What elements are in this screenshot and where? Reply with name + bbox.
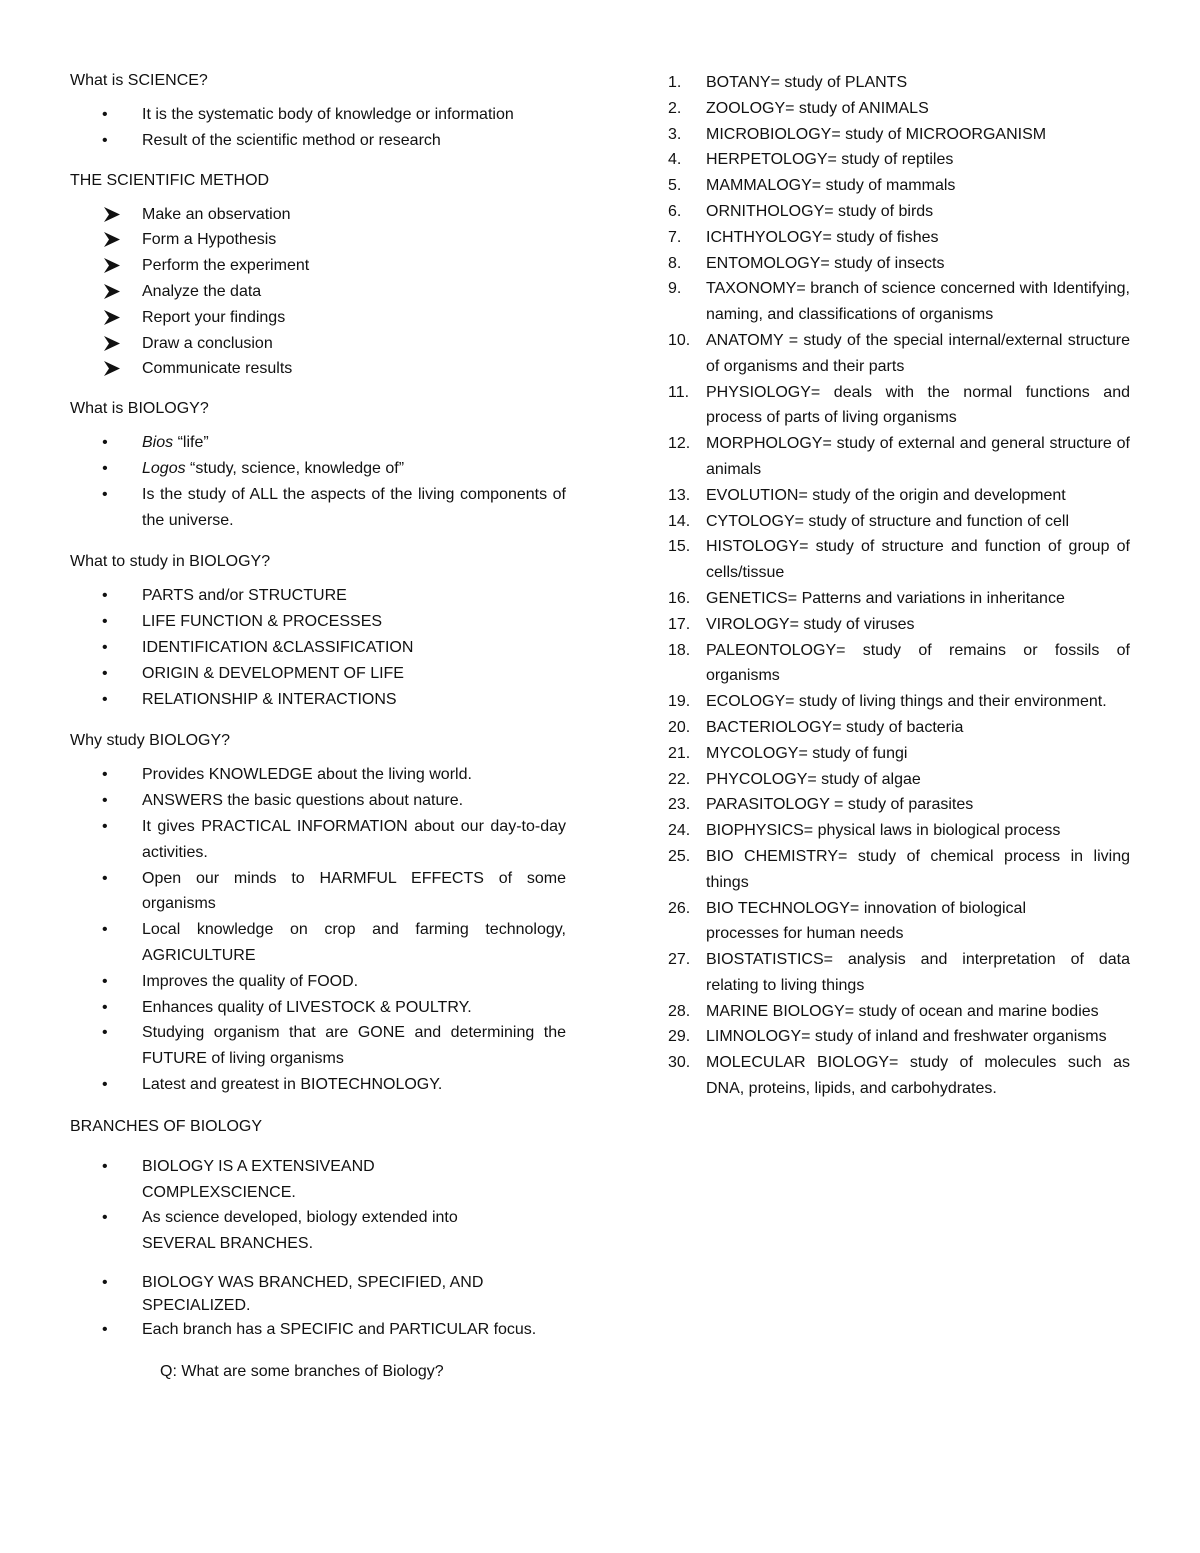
method-list bbox=[70, 202, 566, 383]
arrow-bullet-icon bbox=[104, 284, 120, 299]
list-item: 29. LIMNOLOGY= study of inland and freshwater organisms bbox=[668, 1028, 1107, 1046]
bullet-icon: • bbox=[102, 434, 108, 452]
list-item: Draw a conclusion bbox=[70, 331, 566, 357]
bullet-icon: • bbox=[102, 638, 108, 656]
list-item: 11. PHYSIOLOGY= deals with the normal functions and process of parts of living organisms bbox=[668, 383, 1130, 427]
bullet-icon: • bbox=[102, 106, 108, 123]
list-item: Report your findings bbox=[70, 305, 566, 331]
bullet-icon: • bbox=[102, 131, 108, 149]
list-item: 13. EVOLUTION= study of the origin and development bbox=[668, 486, 1066, 504]
list-item: • BIOLOGY WAS BRANCHED, SPECIFIED, AND SPECIALIZED. bbox=[70, 1271, 490, 1317]
branches-section bbox=[70, 1114, 566, 1385]
bullet-icon: • bbox=[102, 792, 108, 810]
bullet-icon: • bbox=[102, 459, 108, 477]
list-item: 27. BIOSTATISTICS= analysis and interpretation of data relating to living things bbox=[668, 951, 1130, 994]
method-heading: THE SCIENTIFIC METHOD bbox=[70, 171, 270, 189]
list-item: 6. ORNITHOLOGY= study of birds bbox=[668, 202, 934, 220]
list-item: • Open our minds to HARMFUL EFFECTS of some organisms bbox=[70, 866, 566, 918]
branches-numbered-list bbox=[668, 70, 1130, 1102]
list-item: 24. BIOPHYSICS= physical laws in biological process bbox=[668, 822, 1061, 840]
branches-list bbox=[70, 1154, 537, 1343]
list-item: • Each branch has a SPECIFIC and PARTICULAR focus. bbox=[70, 1317, 662, 1343]
biology-section bbox=[70, 396, 566, 533]
list-item: • Logos “study, science, knowledge of” bbox=[70, 456, 566, 482]
bullet-icon: • bbox=[102, 613, 108, 631]
left-column bbox=[70, 68, 566, 1401]
list-item: 7. ICHTHYOLOGY= study of fishes bbox=[668, 228, 939, 246]
list-item: • Local knowledge on crop and farming technology, AGRICULTURE bbox=[70, 917, 566, 969]
list-item: • PARTS and/or STRUCTURE bbox=[70, 583, 566, 609]
list-item: • ANSWERS the basic questions about nature. bbox=[70, 788, 566, 814]
bullet-icon: • bbox=[102, 690, 108, 708]
bullet-icon: • bbox=[102, 998, 108, 1016]
list-item: 14. CYTOLOGY= study of structure and function of cell bbox=[668, 512, 1069, 530]
bullet-icon: • bbox=[102, 1157, 108, 1175]
list-item: 4. HERPETOLOGY= study of reptiles bbox=[668, 151, 954, 169]
bullet-icon: • bbox=[102, 869, 108, 887]
science-section bbox=[70, 68, 566, 154]
arrow-bullet-icon bbox=[104, 258, 120, 273]
list-item: • BIOLOGY IS A EXTENSIVEAND COMPLEXSCIENCE. bbox=[70, 1154, 490, 1206]
why-heading: Why study BIOLOGY? bbox=[70, 732, 231, 750]
list-item: 15. HISTOLOGY= study of structure and function of group of cells/tissue bbox=[668, 538, 1130, 582]
list-item: 3. MICROBIOLOGY= study of MICROORGANISM bbox=[668, 125, 1047, 143]
list-item: 5. MAMMALOGY= study of mammals bbox=[668, 177, 956, 195]
list-item: 8. ENTOMOLOGY= study of insects bbox=[668, 254, 945, 272]
list-item: • LIFE FUNCTION & PROCESSES bbox=[70, 609, 566, 635]
arrow-bullet-icon bbox=[104, 336, 120, 351]
list-item: 16. GENETICS= Patterns and variations in inheritance bbox=[668, 589, 1065, 607]
study-section bbox=[70, 549, 566, 712]
list-item: • IDENTIFICATION &CLASSIFICATION bbox=[70, 635, 566, 661]
method-section bbox=[70, 168, 566, 383]
why-section bbox=[70, 728, 566, 1097]
list-item: • As science developed, biology extended into SEVERAL BRANCHES. bbox=[70, 1205, 490, 1257]
list-item: 28. MARINE BIOLOGY= study of ocean and marine bodies bbox=[668, 1002, 1099, 1020]
list-item: • RELATIONSHIP & INTERACTIONS bbox=[70, 687, 566, 713]
list-item: 23. PARASITOLOGY = study of parasites bbox=[668, 796, 974, 814]
list-item: • It gives PRACTICAL INFORMATION about our day-to-day activities. bbox=[70, 814, 566, 866]
branches-question: Q: What are some branches of Biology? bbox=[160, 1362, 444, 1380]
bullet-icon: • bbox=[102, 1075, 108, 1093]
list-item: • Improves the quality of FOOD. bbox=[70, 969, 566, 995]
list-item: Communicate results bbox=[70, 356, 566, 382]
list-item: • Bios “life” bbox=[70, 430, 566, 456]
list-item: 22. PHYCOLOGY= study of algae bbox=[668, 770, 921, 788]
list-item: Analyze the data bbox=[70, 279, 566, 305]
bullet-icon: • bbox=[102, 1209, 108, 1227]
right-column bbox=[668, 70, 1130, 1102]
list-item: 19. ECOLOGY= study of living things and their environment. bbox=[668, 693, 1107, 711]
bullet-icon: • bbox=[102, 1320, 108, 1338]
science-list bbox=[70, 102, 566, 154]
list-item: 25. BIO CHEMISTRY= study of chemical process in living things bbox=[668, 847, 1130, 891]
list-item: 12. MORPHOLOGY= study of external and general structure of animals bbox=[668, 435, 1130, 478]
study-list bbox=[70, 583, 566, 712]
list-item: • Is the study of ALL the aspects of the living components of the universe. bbox=[70, 482, 566, 534]
list-item: • Studying organism that are GONE and determining the FUTURE of living organisms bbox=[70, 1020, 566, 1072]
science-heading: What is SCIENCE? bbox=[70, 72, 208, 89]
list-item: 9. TAXONOMY= branch of science concerned with Identifying, naming, and classifications of organisms bbox=[668, 280, 1130, 324]
biology-heading: What is BIOLOGY? bbox=[70, 400, 209, 418]
bullet-icon: • bbox=[102, 485, 108, 503]
bullet-icon: • bbox=[102, 921, 108, 939]
list-item: 1. BOTANY= study of PLANTS bbox=[668, 74, 908, 91]
branches-heading: BRANCHES OF BIOLOGY bbox=[70, 1117, 263, 1135]
list-item: Perform the experiment bbox=[70, 253, 566, 279]
list-item: • Result of the scientific method or research bbox=[70, 128, 566, 154]
bullet-icon: • bbox=[102, 1024, 108, 1042]
biology-list bbox=[70, 430, 566, 533]
why-list bbox=[70, 762, 566, 1097]
list-item: 21. MYCOLOGY= study of fungi bbox=[668, 744, 908, 762]
list-item: 10. ANATOMY = study of the special internal/external structure of organisms and their parts bbox=[668, 331, 1130, 375]
list-item: 30. MOLECULAR BIOLOGY= study of molecules such as DNA, proteins, lipids, and carbohydrates. bbox=[668, 1054, 1130, 1098]
study-heading: What to study in BIOLOGY? bbox=[70, 553, 271, 571]
list-item: • Enhances quality of LIVESTOCK & POULTRY. bbox=[70, 995, 566, 1021]
list-item: • Latest and greatest in BIOTECHNOLOGY. bbox=[70, 1072, 566, 1098]
bullet-icon: • bbox=[102, 766, 108, 784]
list-item: 20. BACTERIOLOGY= study of bacteria bbox=[668, 718, 964, 736]
list-item: • ORIGIN & DEVELOPMENT OF LIFE bbox=[70, 661, 566, 687]
list-item: 2. ZOOLOGY= study of ANIMALS bbox=[668, 99, 929, 117]
list-item: 26. BIO TECHNOLOGY= innovation of biological processes for human needs bbox=[668, 899, 1026, 943]
bullet-icon: • bbox=[102, 587, 108, 605]
list-item: 17. VIROLOGY= study of viruses bbox=[668, 615, 915, 633]
list-item: • Provides KNOWLEDGE about the living world. bbox=[70, 762, 566, 788]
arrow-bullet-icon bbox=[104, 310, 120, 325]
bullet-icon: • bbox=[102, 664, 108, 682]
list-item: Make an observation bbox=[70, 202, 566, 228]
list-item: Form a Hypothesis bbox=[70, 227, 566, 253]
arrow-bullet-icon bbox=[104, 207, 120, 222]
list-item: • It is the systematic body of knowledge or information bbox=[70, 102, 566, 128]
bullet-icon: • bbox=[102, 972, 108, 990]
bullet-icon: • bbox=[102, 1273, 108, 1291]
list-item: 18. PALEONTOLOGY= study of remains or fossils of organisms bbox=[668, 641, 1130, 685]
arrow-bullet-icon bbox=[104, 232, 120, 247]
bullet-icon: • bbox=[102, 817, 108, 835]
arrow-bullet-icon bbox=[104, 361, 120, 376]
